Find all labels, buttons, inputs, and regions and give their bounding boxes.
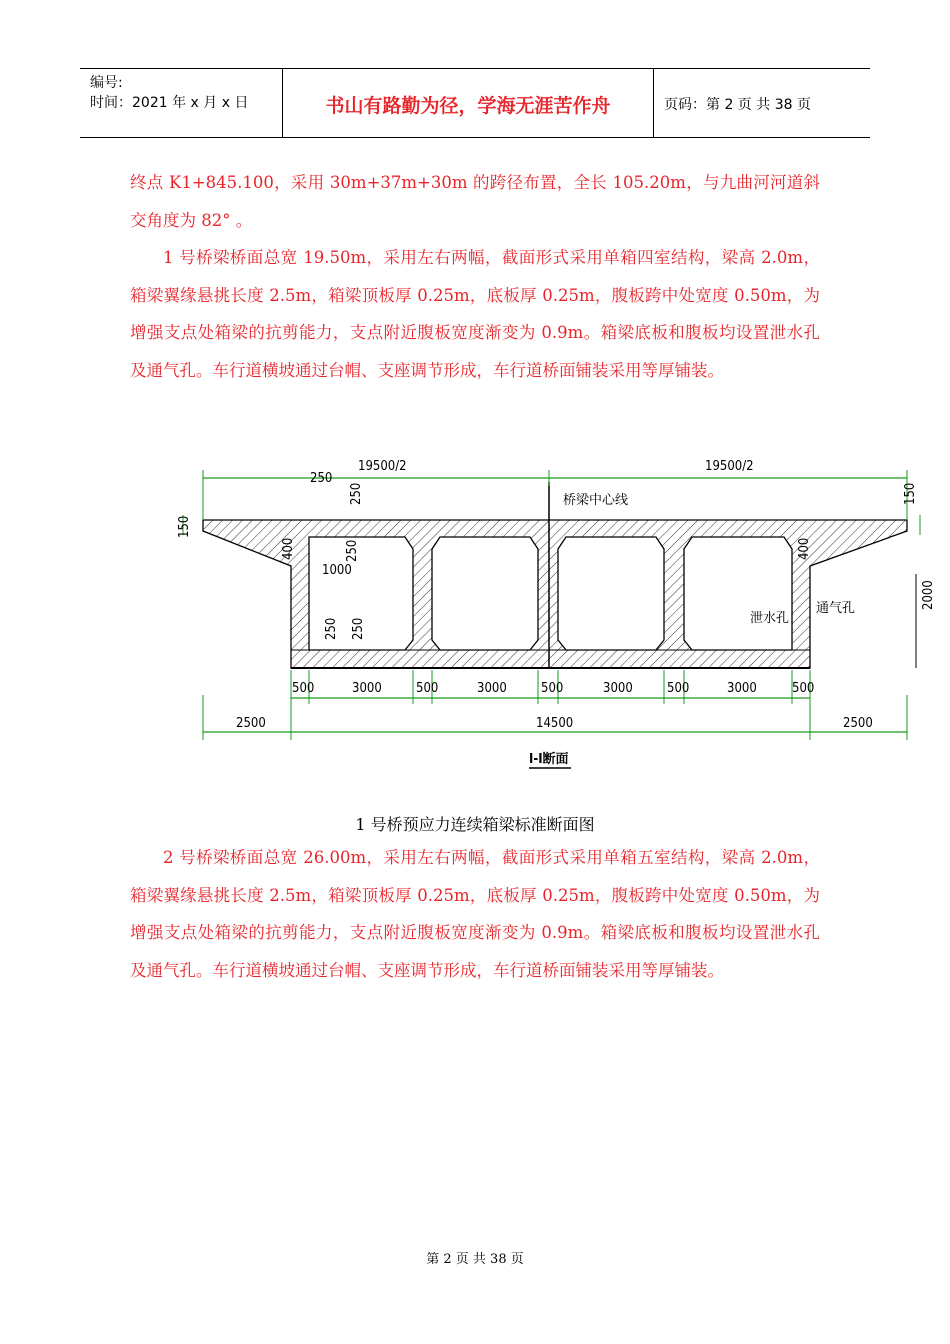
figure-caption: 1 号桥预应力连续箱梁标准断面图 bbox=[355, 815, 595, 834]
dim-chamfer-1000: 1000 bbox=[322, 563, 352, 578]
dim-seg-4: 3000 bbox=[477, 681, 507, 696]
dim-seg-5: 500 bbox=[541, 681, 564, 696]
dim-web-400-right: 400 bbox=[797, 537, 812, 560]
dim-seg-8: 3000 bbox=[727, 681, 757, 696]
dim-left-150: 150 bbox=[177, 515, 192, 538]
dim-seg-9: 500 bbox=[792, 681, 815, 696]
paragraph-bridge-1: 1 号桥梁桥面总宽 19.50m，采用左右两幅，截面形式采用单箱四室结构，梁高 2.0m，箱梁翼缘悬挑长度 2.5m，箱梁顶板厚 0.25m，底板厚 0.25m，腹板跨中处宽度 0.50m，为增强支点处箱梁的抗剪能力，支点附近腹板宽度渐变为 0.9m。箱梁底板和腹板均设置泄水孔及通气孔。车行道横坡通过台帽、支座调节形成，车行道桥面铺装采用等厚铺装。 bbox=[130, 248, 820, 380]
dim-web-400-left: 400 bbox=[281, 537, 296, 560]
dim-slab-250: 250 bbox=[349, 482, 364, 505]
dim-half-width-right: 19500/2 bbox=[705, 459, 754, 474]
drain-hole-label: 泄水孔 bbox=[750, 611, 790, 626]
paragraph-bridge-2: 2 号桥梁桥面总宽 26.00m，采用左右两幅，截面形式采用单箱五室结构，梁高 2.0m，箱梁翼缘悬挑长度 2.5m，箱梁顶板厚 0.25m，底板厚 0.25m，腹板跨中处宽度 0.50m，为增强支点处箱梁的抗剪能力，支点附近腹板宽度渐变为 0.9m。箱梁底板和腹板均设置泄水孔及通气孔。车行道横坡通过台帽、支座调节形成，车行道桥面铺装采用等厚铺装。 bbox=[130, 848, 820, 980]
header-page-cell bbox=[654, 69, 870, 137]
dim-seg-3: 500 bbox=[416, 681, 439, 696]
dim-overall-mid: 14500 bbox=[536, 716, 574, 731]
document-time-label: 时间：2021 年 x 月 x 日 bbox=[90, 95, 249, 111]
header-meta-cell bbox=[80, 69, 283, 137]
header-motto-cell bbox=[283, 69, 654, 137]
dim-seg-2: 3000 bbox=[352, 681, 382, 696]
dim-half-width-left: 19500/2 bbox=[358, 459, 407, 474]
vent-hole-label: 通气孔 bbox=[816, 601, 856, 616]
dim-overall-left: 2500 bbox=[236, 716, 266, 731]
dim-chamfer-250: 250 bbox=[345, 539, 360, 562]
dim-seg-6: 3000 bbox=[603, 681, 633, 696]
dim-bottom-fillet-250: 250 bbox=[324, 617, 339, 640]
dim-height-2000: 2000 bbox=[921, 580, 936, 610]
page-header bbox=[80, 68, 870, 138]
header-page-info: 页码：第 2 页 共 38 页 bbox=[664, 97, 811, 113]
section-title: I-I断面 bbox=[529, 752, 569, 767]
dim-overall-right: 2500 bbox=[843, 716, 873, 731]
page-footer: 第 2 页 共 38 页 bbox=[426, 1252, 524, 1267]
document-number-label: 编号: bbox=[90, 75, 123, 91]
box-girder-section-drawing bbox=[160, 450, 940, 780]
paragraph-route-end: 终点 K1+845.100，采用 30m+37m+30m 的跨径布置，全长 105.20m，与九曲河河道斜交角度为 82° 。 bbox=[130, 173, 820, 230]
dim-seg-1: 500 bbox=[292, 681, 315, 696]
centerline-label: 桥梁中心线 bbox=[563, 493, 629, 508]
dim-top-250: 250 bbox=[310, 471, 333, 486]
dim-bottom-slab-250: 250 bbox=[351, 617, 366, 640]
dim-right-150: 150 bbox=[903, 482, 918, 505]
motto-text: 书山有路勤为径，学海无涯苦作舟 bbox=[325, 95, 611, 117]
dim-seg-7: 500 bbox=[667, 681, 690, 696]
